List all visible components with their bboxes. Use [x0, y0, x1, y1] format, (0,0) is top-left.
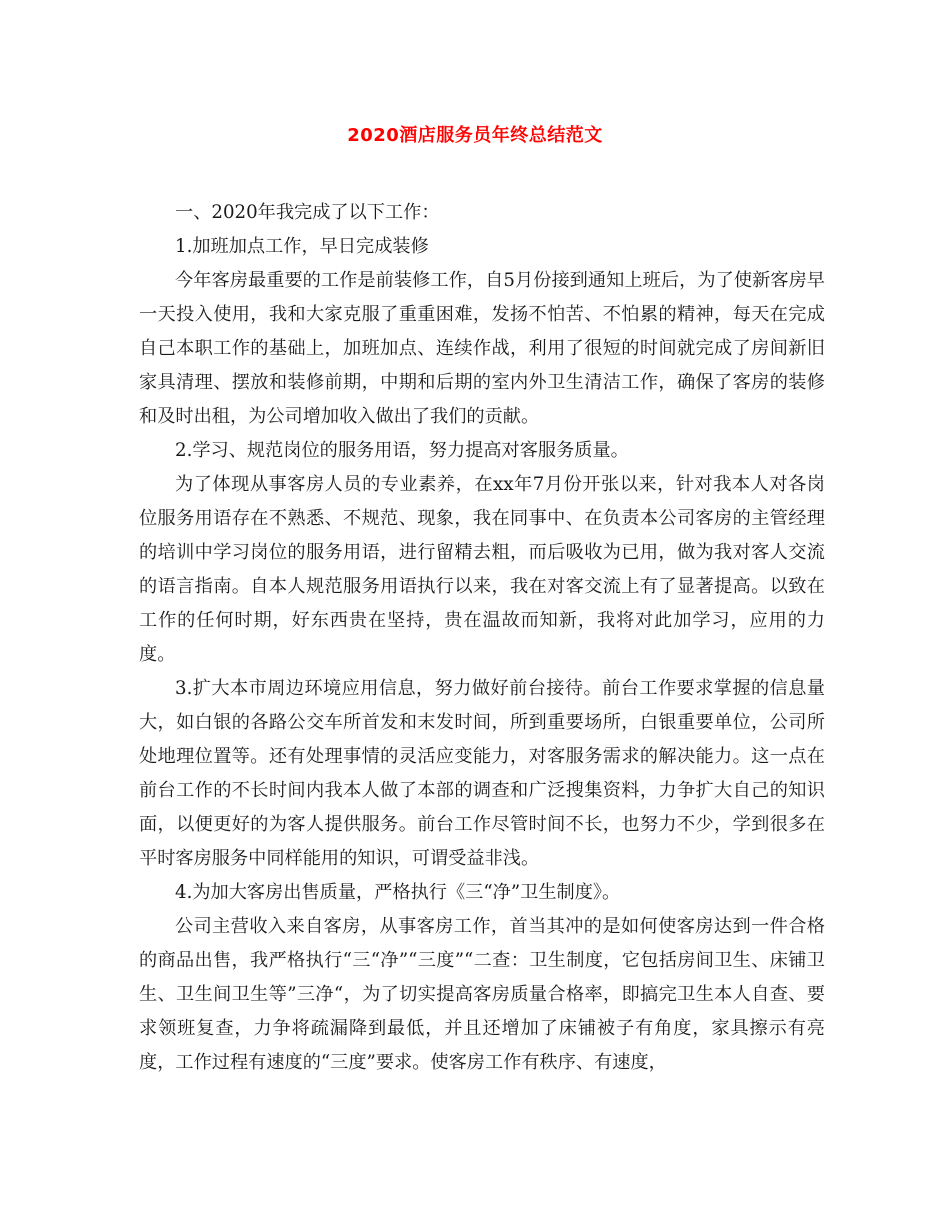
- item-heading-2: 2.学习、规范岗位的服务用语，努力提高对客服务质量。: [175, 440, 629, 461]
- item-body-4: 公司主营收入来自客房，从事客房工作，首当其冲的是如何使客房达到一件合格的商品出售，我严格执行“三“净”“三度”“二查：卫生制度，它包括房间卫生、床铺卫生、卫生间卫生等”三净“，为了切实提高客房质量合格率，即搞完卫生本人自查、要求领班复查，力争将疏漏降到最低，并且还增加了床铺被子有角度，家具擦示有亮度，工作过程有速度的“三度”要求。使客房工作有秩序、有速度，: [139, 916, 825, 1073]
- item-body-2: 为了体现从事客房人员的专业素养，在xx年7月份开张以来，针对我本人对各岗位服务用语存在不熟悉、不规范、现象，我在同事中、在负责本公司客房的主管经理的培训中学习岗位的服务用语，进行留精去粗，而后吸收为已用，做为我对客人交流的语言指南。自本人规范服务用语执行以来，我在对客交流上有了显著提高。以致在工作的任何时期，好东西贵在坚持，贵在温故而知新，我将对此加学习，应用的力度。: [139, 474, 825, 665]
- section-heading: 一、2020年我完成了以下工作：: [175, 202, 440, 223]
- item-body-3: 3.扩大本市周边环境应用信息，努力做好前台接待。前台工作要求掌握的信息量大，如白银的各路公交车所首发和末发时间，所到重要场所，白银重要单位，公司所处地理位置等。还有处理事情的灵活应变能力，对客服务需求的解决能力。这一点在前台工作的不长时间内我本人做了本部的调查和广泛搜集资料，力争扩大自己的知识面，以便更好的为客人提供服务。前台工作尽管时间不长，也努力不少，学到很多在平时客房服务中同样能用的知识，可谓受益非浅。: [139, 678, 825, 869]
- item-body-1: 今年客房最重要的工作是前装修工作，自5月份接到通知上班后，为了使新客房早一天投入使用，我和大家克服了重重困难，发扬不怕苦、不怕累的精神，每天在完成自己本职工作的基础上，加班加点、连续作战，利用了很短的时间就完成了房间新旧家具清理、摆放和装修前期，中期和后期的室内外卫生清洁工作，确保了客房的装修和及时出租，为公司增加收入做出了我们的贡献。: [139, 270, 825, 427]
- item-heading-1: 1.加班加点工作，早日完成装修: [175, 236, 429, 257]
- document-title: 2020酒店服务员年终总结范文: [347, 125, 603, 146]
- item-heading-4: 4.为加大客房出售质量，严格执行《三“净”卫生制度》。: [175, 882, 621, 903]
- document-body: [139, 196, 825, 1080]
